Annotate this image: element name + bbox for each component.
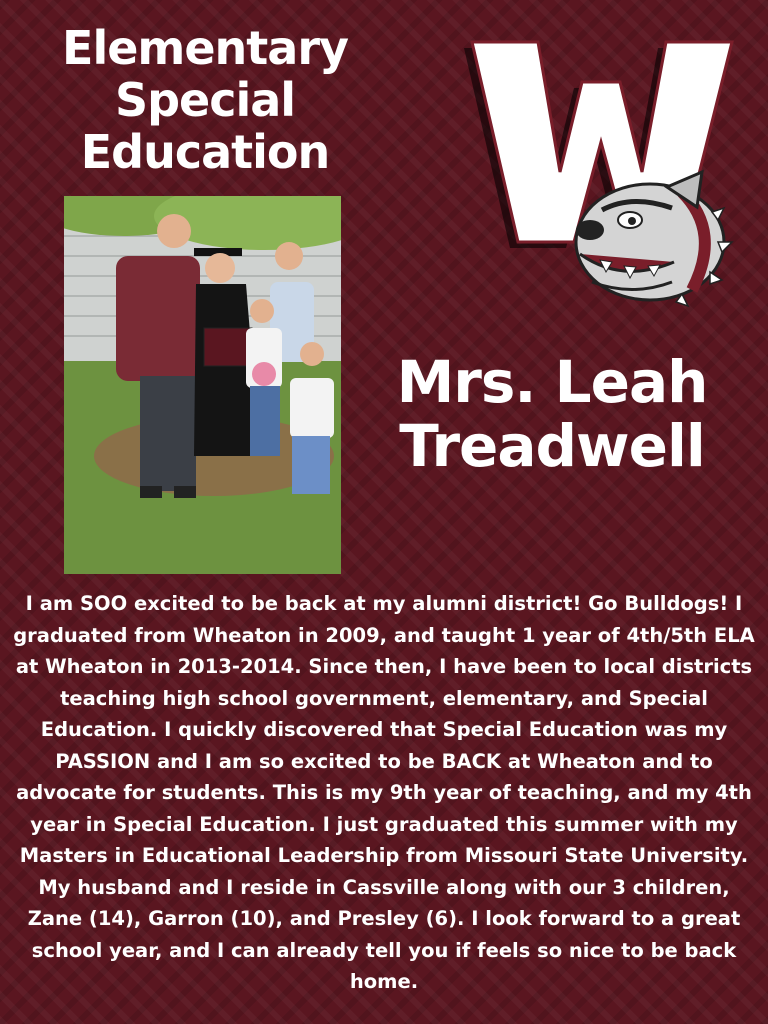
page-heading [30, 22, 380, 178]
heading-line-2: Special [114, 73, 296, 127]
heading-line-3: Education [80, 125, 330, 179]
heading-line-1: Elementary [62, 21, 348, 75]
teacher-name-line-1: Mrs. Leah [396, 348, 708, 416]
family-photo [64, 196, 341, 574]
teacher-name-line-2: Treadwell [399, 412, 705, 480]
bulldog-w-logo-icon [460, 22, 750, 312]
bio-paragraph: I am SOO excited to be back at my alumni district! Go Bulldogs! I graduated from Wheaton in 2009, and taught 1 year of 4th/5th ELA at Wheaton in 2013-2014. Since then, I have been to local districts teaching high school government, elementary, and Special Education. I quickly discovered that Special Education was my PASSION and I am so excited to be BACK at Wheaton and to advocate for students. This is my 9th year of teaching, and my 4th year in Special Education. I just graduated this summer with my Masters in Educational Leadership from Missouri State University. My husband and I reside in Cassville along with our 3 children, Zane (14), Garron (10), and Presley (6). I look forward to a great school year, and I can already tell you if feels so nice to be back home. [13, 592, 755, 993]
teacher-name [372, 350, 732, 478]
family-photo-icon [64, 196, 341, 574]
